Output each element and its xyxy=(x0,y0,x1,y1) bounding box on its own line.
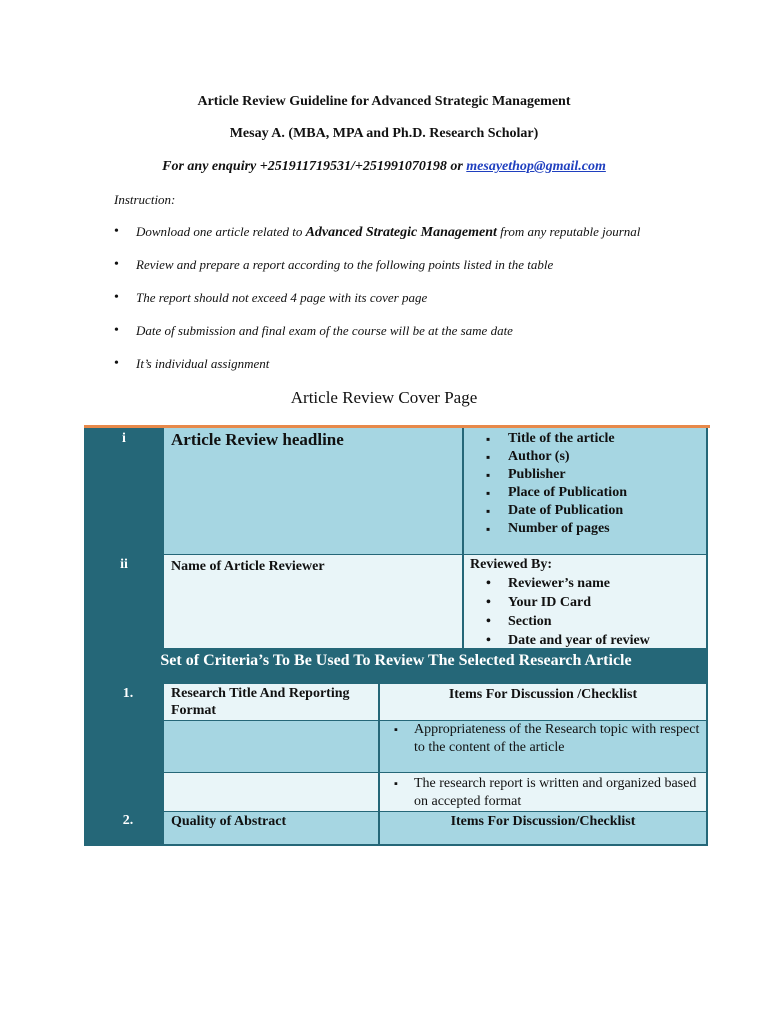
criteria-heading: Research Title And Reporting Format xyxy=(171,686,350,718)
document-title: Article Review Guideline for Advanced Strategic Management xyxy=(197,94,571,109)
list-item: ▪ Date of Publication xyxy=(464,502,706,520)
checklist-item: ▪ The research report is written and organized based on accepted format xyxy=(380,775,706,811)
checklist-item-cell xyxy=(380,721,706,772)
instruction-item: • It’s individual assignment xyxy=(110,346,730,379)
list-item: ▪ Author (s) xyxy=(464,448,706,466)
criteria-heading-cell xyxy=(164,812,378,844)
email-link[interactable]: mesayethop@gmail.com xyxy=(466,159,606,174)
checklist-item-cell xyxy=(380,773,706,811)
instruction-item xyxy=(110,214,730,247)
instruction-label: Instruction: xyxy=(114,192,176,207)
reviewed-by-cell xyxy=(464,555,706,648)
instruction-text: Download one article related to xyxy=(136,224,306,239)
instruction-item: • The report should not exceed 4 page with its cover page xyxy=(110,280,730,313)
list-item: ▪ Publisher xyxy=(464,466,706,484)
checklist xyxy=(380,721,706,757)
list-item: • Your ID Card xyxy=(464,593,700,612)
checklist-header-cell xyxy=(380,812,706,844)
headline-items-list xyxy=(464,430,706,538)
list-item: • Date and year of review xyxy=(464,631,700,650)
criteria-heading-cell xyxy=(164,684,378,720)
author-line: Mesay A. (MBA, MPA and Ph.D. Research Scholar) xyxy=(229,126,539,141)
headline-items-cell xyxy=(464,428,706,554)
reviewed-by-label: Reviewed By: xyxy=(470,557,553,572)
checklist-header: Items For Discussion /Checklist xyxy=(448,687,638,702)
instruction-text: from any reputable journal xyxy=(496,224,641,239)
checklist-header: Items For Discussion/Checklist xyxy=(450,814,636,829)
checklist-header-cell xyxy=(380,684,706,720)
instruction-item: • Date of submission and final exam of the course will be at the same date xyxy=(110,313,730,346)
reviewer-name-label: Name of Article Reviewer xyxy=(171,559,325,574)
checklist xyxy=(380,775,706,811)
instruction-item: • Review and prepare a report according to the following points listed in the table xyxy=(110,247,730,280)
enquiry-text: For any enquiry +251911719531/+251991070198 or xyxy=(162,159,467,174)
reviewer-items-list xyxy=(464,574,700,650)
headline-cell xyxy=(164,428,462,554)
empty-cell xyxy=(164,721,378,772)
list-item: • Reviewer’s name xyxy=(464,574,700,593)
list-item: ▪ Number of pages xyxy=(464,520,706,538)
enquiry-line xyxy=(0,159,768,175)
checklist-item: ▪ Appropriateness of the Research topic with respect to the content of the article xyxy=(380,721,706,757)
instruction-list xyxy=(110,214,730,379)
instruction-bold: Advanced Strategic Management xyxy=(305,225,497,240)
criteria-heading: Quality of Abstract xyxy=(171,814,287,829)
row-number: 1. xyxy=(122,686,134,701)
cover-page-title: Article Review Cover Page xyxy=(290,388,478,407)
row-number: ii xyxy=(120,557,128,572)
list-item: ▪ Place of Publication xyxy=(464,484,706,502)
row-number: i xyxy=(122,431,126,446)
row-number: 2. xyxy=(122,813,134,828)
headline-label: Article Review headline xyxy=(171,430,344,449)
empty-cell xyxy=(164,773,378,811)
reviewer-name-cell xyxy=(164,555,462,648)
list-item: • Section xyxy=(464,612,700,631)
criteria-band-title: Set of Criteria’s To Be Used To Review The Selected Research Article xyxy=(160,652,632,669)
list-item: ▪ Title of the article xyxy=(464,430,706,448)
